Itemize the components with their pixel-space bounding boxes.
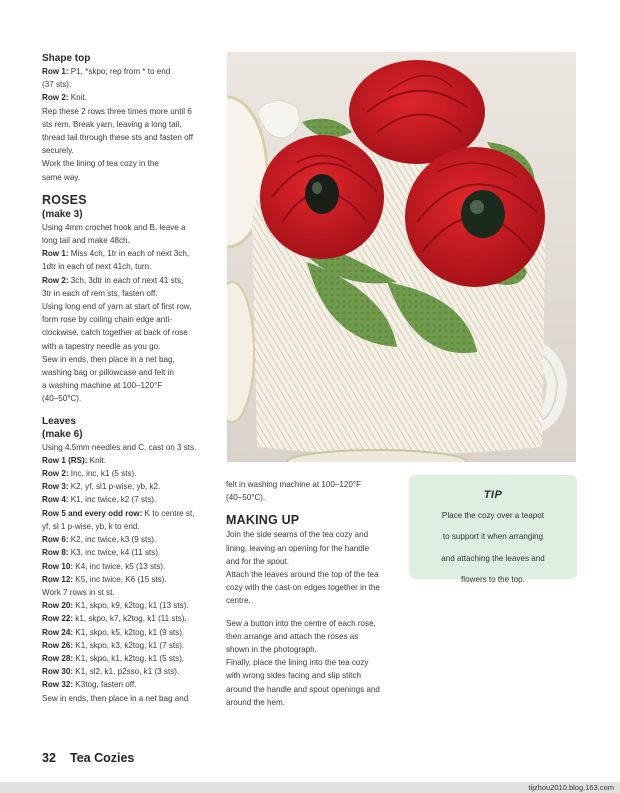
row-text: Knit. — [68, 93, 87, 103]
row-text: clockwise, catch together at back of rose — [42, 328, 188, 338]
row-label: Row 22: — [42, 614, 74, 624]
shape-top-instructions — [42, 65, 214, 184]
instruction-line — [42, 533, 214, 546]
row-label: Row 12: — [42, 574, 74, 584]
row-text: K1, skpo, k1, k2tog, k1 (5 sts). — [73, 653, 185, 663]
row-label: Row 10: — [42, 561, 74, 571]
row-text: with a tapestry needle as you go. — [42, 341, 161, 351]
instruction-line — [42, 692, 214, 705]
instruction-line — [42, 626, 214, 639]
making-up-heading: MAKING UP — [226, 513, 300, 528]
row-text: 3ch, 3dtr in each of next 41 sts, — [68, 275, 184, 285]
instruction-line — [42, 340, 214, 353]
text-line: Finally, place the lining into the tea cozy — [226, 658, 369, 668]
rose-right — [405, 147, 545, 287]
row-text: form rose by coiling chain edge anti- — [42, 315, 173, 325]
text-line: around the handle and spout openings and — [226, 684, 380, 694]
row-text: (37 sts). — [42, 80, 72, 90]
rose-right-button — [461, 190, 505, 238]
instruction-line — [42, 493, 214, 506]
row-label: Row 1 (RS): — [42, 455, 88, 465]
instruction-line — [42, 652, 214, 665]
page-number: 32 — [42, 751, 56, 765]
text-line: Place the cozy over a teapot — [441, 511, 545, 521]
text-line: and attaching the leaves and — [441, 553, 545, 563]
row-label: Row 28: — [42, 653, 74, 663]
row-text: 1dtr in each of next 41ch, turn. — [42, 262, 152, 272]
instruction-line — [42, 157, 214, 170]
row-label: Row 30: — [42, 667, 74, 677]
instruction-line — [42, 300, 214, 313]
instruction-line — [42, 586, 214, 599]
instruction-line — [42, 573, 214, 586]
rose-left — [260, 135, 384, 259]
row-text: Using 4mm crochet hook and B, leave a — [42, 222, 186, 232]
instruction-line — [42, 326, 214, 339]
row-text: K1, sl2, k1, p2sso, k1 (3 sts). — [73, 667, 180, 677]
row-text: Work the lining of tea cozy in the — [42, 159, 159, 169]
leaves-continuation — [226, 478, 398, 504]
roses-instructions — [42, 221, 214, 406]
row-label: Row 3: — [42, 482, 69, 492]
text-line: with wrong sides facing and slip stitch — [226, 671, 361, 681]
text-line: flowers to the top. — [461, 574, 525, 584]
instruction-line — [42, 366, 214, 379]
row-text: K2, yf, sl1 p-wise, yb, k2. — [68, 482, 161, 492]
leaves-heading: Leaves — [42, 415, 76, 427]
row-text: K1, skpo, k9, k2tog, k1 (13 sts). — [73, 601, 189, 611]
row-text: K3, inc twice, k4 (11 sts). — [68, 548, 161, 558]
row-label: Row 20: — [42, 601, 74, 611]
instruction-line — [42, 247, 214, 260]
row-text: securely. — [42, 146, 74, 156]
instruction-line — [42, 454, 214, 467]
row-label: Row 24: — [42, 627, 74, 637]
row-text: K2, inc twice, k3 (9 sts). — [68, 535, 157, 545]
row-text: K1, skpo, k5, k2tog, k1 (9 sts). — [73, 627, 185, 637]
instruction-line — [42, 639, 214, 652]
instruction-line — [42, 678, 214, 691]
tip-text — [419, 509, 567, 586]
row-text: K1, skpo, k3, k2tog, k1 (7 sts). — [73, 640, 185, 650]
instruction-line — [42, 221, 214, 234]
instruction-line — [42, 560, 214, 573]
row-text: K4, inc twice, k5 (13 sts). — [73, 561, 166, 571]
text-line: Join the side seams of the tea cozy and — [226, 530, 369, 540]
row-text: yf, sl 1 p-wise, yb, k to end. — [42, 521, 140, 531]
row-text: long tail and make 48ch. — [42, 236, 130, 246]
instruction-line — [42, 379, 214, 392]
row-text: sts rem. Break yarn, leaving a long tail, — [42, 119, 182, 129]
text-line: (40–50°C). — [226, 493, 266, 503]
left-column — [42, 52, 214, 705]
instruction-line — [42, 131, 214, 144]
row-text: Using long end of yarn at start of first row, — [42, 302, 192, 312]
instruction-line — [42, 234, 214, 247]
instruction-line — [42, 665, 214, 678]
row-label: Row 2: — [42, 275, 69, 285]
instruction-line — [42, 91, 214, 104]
row-text: Knit. — [87, 455, 106, 465]
text-line: to support it when arranging — [442, 532, 544, 542]
row-text: Inc, inc, k1 (5 sts). — [68, 469, 137, 479]
row-text: Rep these 2 rows three times more until 6 — [42, 106, 192, 116]
row-text: Using 4.5mm needles and C, cast on 3 sts. — [42, 442, 197, 452]
instruction-line — [42, 612, 214, 625]
middle-column — [226, 478, 398, 709]
instruction-line — [42, 260, 214, 273]
row-label: Row 32: — [42, 680, 74, 690]
row-label: Row 2: — [42, 469, 69, 479]
row-label: Row 2: — [42, 93, 69, 103]
instruction-line — [42, 105, 214, 118]
row-text: K1, inc twice, k2 (7 sts). — [68, 495, 157, 505]
leaves-instructions — [42, 441, 214, 705]
row-text: Sew in ends, then place in a net bag, — [42, 354, 175, 364]
row-label: Row 5 and every odd row: — [42, 508, 143, 518]
row-text: Miss 4ch, 1tr in each of next 3ch, — [68, 249, 190, 259]
text-line: Sew a button into the centre of each rose, — [226, 618, 376, 628]
instruction-line — [42, 171, 214, 184]
row-text: 3tr in each of rem sts, fasten off. — [42, 288, 158, 298]
row-text: Work 7 rows in st st. — [42, 587, 115, 597]
instruction-line — [42, 118, 214, 131]
text-line: around the hem. — [226, 697, 285, 707]
row-text: a washing machine at 100–120°F — [42, 381, 163, 391]
instruction-line — [42, 441, 214, 454]
book-title: Tea Cozies — [70, 751, 135, 765]
shape-top-heading: Shape top — [42, 53, 91, 64]
instruction-line — [42, 520, 214, 533]
instruction-line — [42, 78, 214, 91]
leaves-subheading: (make 6) — [42, 428, 83, 440]
instruction-line — [42, 144, 214, 157]
text-line: Attach the leaves around the top of the tea — [226, 570, 379, 580]
row-label: Row 1: — [42, 67, 69, 76]
row-label: Row 6: — [42, 535, 69, 545]
instruction-line — [42, 313, 214, 326]
tip-box — [409, 475, 577, 584]
text-line: centre. — [226, 596, 251, 606]
instruction-line — [42, 392, 214, 405]
instruction-line — [42, 467, 214, 480]
tip-heading: TIP — [483, 489, 503, 501]
text-line: lining, leaving an opening for the handle — [226, 543, 370, 553]
row-text: Sew in ends, then place in a net bag and — [42, 693, 189, 703]
row-text: K to centre st, — [142, 508, 195, 518]
footer-bar — [0, 782, 620, 793]
text-line: cozy with the cast-on edges together in the — [226, 583, 380, 593]
text-line: then arrange and attach the roses as — [226, 631, 359, 641]
watermark: tijzhou2010.blog.163.com — [528, 783, 614, 792]
row-label: Row 4: — [42, 495, 69, 505]
row-text: K5, inc twice, K6 (15 sts). — [73, 574, 167, 584]
row-text: thread tail through these sts and fasten off — [42, 133, 194, 143]
text-line: and for the spout. — [226, 556, 289, 566]
making-up-paragraph-2 — [226, 617, 398, 709]
row-text: washing bag or pillowcase and felt in — [42, 368, 174, 378]
row-text: (40–50°C). — [42, 394, 82, 404]
row-label: Row 8: — [42, 548, 69, 558]
roses-heading: ROSES — [42, 192, 87, 207]
making-up-paragraph-1 — [226, 528, 398, 607]
instruction-line — [42, 65, 214, 78]
instruction-line — [42, 546, 214, 559]
row-label: Row 26: — [42, 640, 74, 650]
instruction-line — [42, 480, 214, 493]
row-text: P1, *skpo; rep from * to end — [68, 67, 171, 76]
tea-cozy-photo — [227, 52, 576, 462]
text-line: shown in the photograph. — [226, 645, 317, 655]
instruction-line — [42, 507, 214, 520]
roses-subheading: (make 3) — [42, 208, 83, 220]
instruction-line — [42, 353, 214, 366]
instruction-line — [42, 287, 214, 300]
rose-left-button — [305, 174, 339, 214]
instruction-line — [42, 599, 214, 612]
row-text: K3tog, fasten off. — [73, 680, 137, 690]
row-label: Row 1: — [42, 249, 69, 259]
row-text: k1, skpo, k7, k2tog, k1 (11 sts). — [73, 614, 187, 624]
row-text: same way. — [42, 172, 81, 182]
text-line: felt in washing machine at 100–120°F — [226, 480, 362, 489]
instruction-line — [42, 274, 214, 287]
